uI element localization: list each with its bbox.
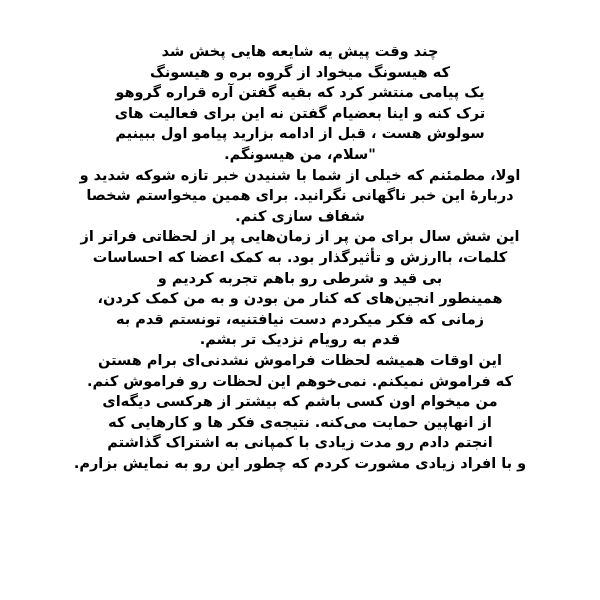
text-line: همینطور انجین‌های که کنار من بودن و به من کمک کردن،	[97, 291, 503, 308]
text-line: زمانی که فکر میکردم دست نیافتنیه، تونستم قدم به	[115, 311, 485, 328]
text-line: اولا، مطمئنم که خیلی از شما با شنیدن خبر تازه شوکه شدید و	[79, 167, 521, 184]
text-line: دربارهٔ این خبر ناگهانی نگرانید. برای همین میخواستم شخصا	[86, 188, 514, 205]
text-line: کلمات، باارزش و تأثیرگذار بود. به کمک اعضا که احساسات	[92, 249, 508, 266]
text-line: یک پیامی منتشر کرد که بقیه گفتن آره قراره گروهو	[115, 85, 485, 102]
text-line: بی قید و شرطی رو باهم تجربه کردیم و	[157, 270, 443, 287]
text-line: از انهاپین حمایت می‌کنه. نتیجه‌ی فکر ها و کارهایی که	[108, 414, 492, 431]
text-line: که هیسونگ میخواد از گروه بره و هیسونگ	[149, 64, 450, 81]
text-line: این شش سال برای من پر از زمان‌هایی پر از لحظاتی فراتر از	[80, 229, 520, 246]
text-line: و با افراد زیادی مشورت کردم که چطور این رو به نمایش بزارم.	[73, 455, 527, 472]
text-line: "سلام، من هیسونگم.	[224, 146, 376, 163]
text-line: قدم به رویام نزدیک تر بشم.	[199, 332, 401, 349]
announcement-text	[30, 42, 570, 474]
text-line: من میخوام اون کسی باشم که بیشتر از هرکسی دیگه‌ای	[102, 394, 498, 411]
text-line: که فراموش نمیکنم. نمی‌خوهم این لحظات رو فراموش کنم.	[87, 373, 513, 390]
text-line: چند وقت پیش یه شایعه هایی پخش شد	[161, 44, 439, 60]
text-line: شفاف سازی کنم.	[235, 208, 365, 225]
text-line: ترک کنه و اینا بعضیام گفتن نه این برای فعالیت های	[114, 105, 486, 122]
text-line: این اوقات همیشه لحظات فراموش نشدنی‌ای برام هستن	[98, 352, 502, 369]
text-line: انجتم دادم رو مدت زیادی با کمپانی به اشتراک گذاشتم	[107, 435, 493, 452]
text-line: سولوش هست ، قبل از ادامه بزارید پیامو اول ببینیم	[115, 126, 485, 143]
